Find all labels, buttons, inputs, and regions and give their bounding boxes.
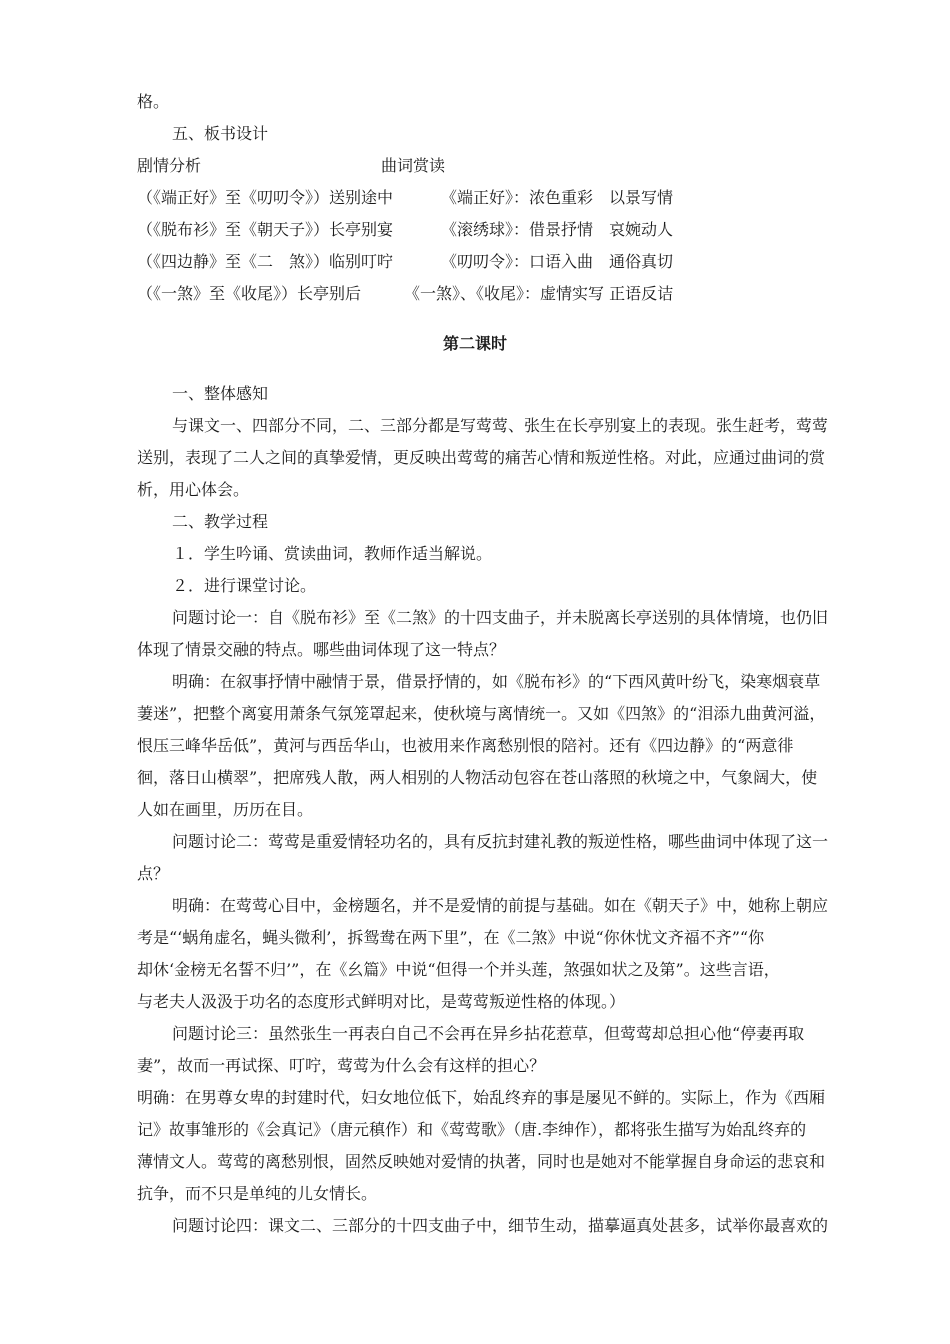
section2-title: 二、教学过程	[172, 512, 269, 531]
board-row-right: 《叨叨令》：口语入曲 通俗真切	[441, 252, 674, 271]
question-4: 问题讨论四：课文二、三部分的十四支曲子中，细节生动，描摹逼真处甚多，试举你最喜欢的	[172, 1216, 829, 1235]
paragraph-line: 析，用心体会。	[137, 480, 250, 499]
answer-3: 记》故事雏形的《会真记》（唐元稹作）和《莺莺歌》（唐.李绅作），都将张生描写为始乱终弃的	[137, 1120, 807, 1139]
paragraph-line: 与课文一、四部分不同，二、三部分都是写莺莺、张生在长亭别宴上的表现。张生赶考，莺莺	[172, 416, 829, 435]
answer-3: 抗争，而不只是单纯的儿女情长。	[137, 1184, 378, 1203]
step-2: ２．进行课堂讨论。	[172, 576, 317, 595]
question-3: 问题讨论三：虽然张生一再表白自己不会再在异乡拈花惹草，但莺莺却总担心他“停妻再取	[172, 1024, 805, 1043]
question-2: 问题讨论二：莺莺是重爱情轻功名的，具有反抗封建礼教的叛逆性格，哪些曲词中体现了这一	[172, 832, 829, 851]
answer-3: 明确：在男尊女卑的封建时代，妇女地位低下，始乱终弃的事是屡见不鲜的。实际上，作为《西厢	[137, 1088, 826, 1107]
paragraph-line: 送别，表现了二人之间的真挚爱情，更反映出莺莺的痛苦心情和叛逆性格。对此，应通过曲词的赏	[137, 448, 826, 467]
answer-3: 薄情文人。莺莺的离愁别恨，固然反映她对爱情的执著，同时也是她对不能掌握自身命运的悲哀和	[137, 1152, 826, 1171]
question-2: 点？	[137, 864, 170, 883]
question-1: 体现了情景交融的特点。哪些曲词体现了这一特点？	[137, 640, 506, 659]
answer-1: 明确：在叙事抒情中融情于景，借景抒情的，如《脱布衫》的“下西风黄叶纷飞，染寒烟衰草	[172, 672, 821, 691]
answer-2: 却休‘金榜无名誓不归’”，在《幺篇》中说“但得一个并头莲，煞强如状之及第”。这些言语，	[137, 960, 780, 979]
board-row-left: （《端正好》至《叨叨令》）送别途中	[137, 188, 394, 207]
answer-1: 徊，落日山横翠”，把席残人散，两人相别的人物活动包容在苍山落照的秋境之中，气象阔大，使	[137, 768, 818, 787]
section1-title: 一、整体感知	[172, 384, 269, 403]
board-row-left: （《四边静》至《二 煞》）临别叮咛	[137, 252, 394, 271]
board-row-left: （《一煞》至《收尾》）长亭别后	[137, 284, 362, 303]
answer-1: 萋迷”，把整个离宴用萧条气氛笼罩起来，使秋境与离情统一。又如《四煞》的“泪添九曲黄河溢，	[137, 704, 826, 723]
question-1: 问题讨论一：自《脱布衫》至《二煞》的十四支曲子，并未脱离长亭送别的具体情境，也仍旧	[172, 608, 829, 627]
board-col2-header: 曲词赏读	[381, 156, 446, 175]
answer-1: 人如在画里，历历在目。	[137, 800, 314, 819]
question-3: 妻”，故而一再试探、叮咛，莺莺为什么会有这样的担心？	[137, 1056, 546, 1075]
lesson2-title: 第二课时	[442, 334, 507, 353]
step-1: １．学生吟诵、赏读曲词，教师作适当解说。	[172, 544, 493, 563]
answer-1: 恨压三峰华岳低”，黄河与西岳华山，也被用来作离愁别恨的陪衬。还有《四边静》的“两意徘	[137, 736, 794, 755]
intro-tail: 格。	[137, 92, 170, 111]
board-row-right: 《端正好》：浓色重彩 以景写情	[441, 188, 674, 207]
board-row-right: 《一煞》、《收尾》：虚情实写 正语反诘	[404, 284, 674, 303]
board-col1-header: 剧情分析	[137, 156, 202, 175]
section5-title: 五、板书设计	[172, 124, 269, 143]
board-row-left: （《脱布衫》至《朝天子》）长亭别宴	[137, 220, 394, 239]
board-row-right: 《滚绣球》：借景抒情 哀婉动人	[441, 220, 674, 239]
answer-2: 考是“‘蜗角虚名，蝇头微利’，拆鸳鸯在两下里”，在《二煞》中说“你休忧文齐福不齐”“你	[137, 928, 765, 947]
answer-2: 与老夫人汲汲于功名的态度形式鲜明对比，是莺莺叛逆性格的体现。）	[137, 992, 626, 1011]
answer-2: 明确：在莺莺心目中，金榜题名，并不是爱情的前提与基础。如在《朝天子》中，她称上朝应	[172, 896, 829, 915]
